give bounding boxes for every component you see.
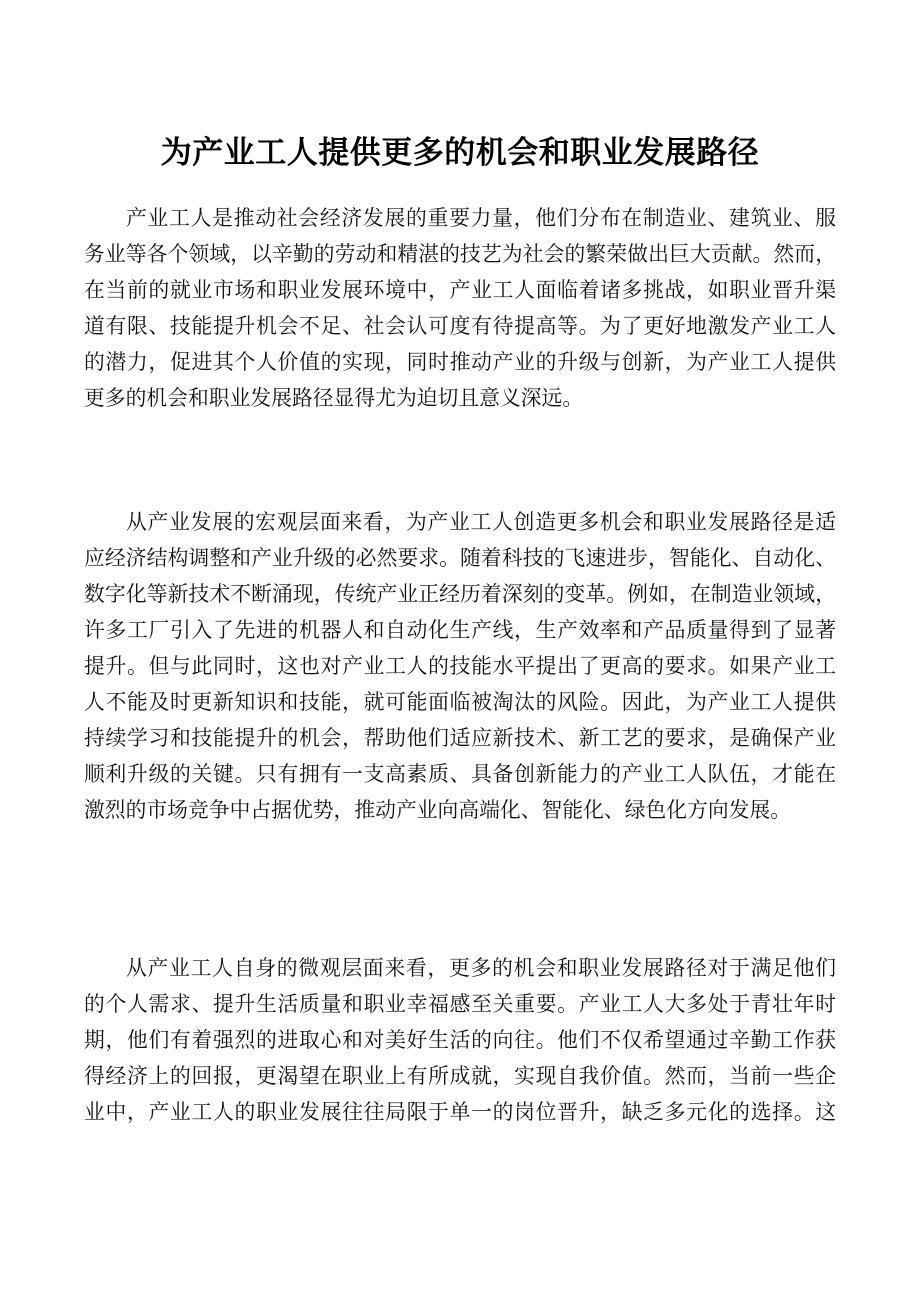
paragraph-line: 期，他们有着强烈的进取心和对美好生活的向往。他们不仅希望通过辛勤工作获 — [84, 1028, 836, 1052]
paragraph-line: 应经济结构调整和产业升级的必然要求。随着科技的飞速进步，智能化、自动化、 — [84, 546, 836, 570]
paragraph-line: 得经济上的回报，更渴望在职业上有所成就，实现自我价值。然而，当前一些企 — [84, 1064, 836, 1088]
paragraph-1 — [84, 200, 836, 416]
paragraph-line: 在当前的就业市场和职业发展环境中，产业工人面临着诸多挑战，如职业晋升渠 — [84, 278, 836, 302]
paragraph-line: 持续学习和技能提升的机会，帮助他们适应新技术、新工艺的要求，是确保产业 — [84, 726, 836, 750]
paragraph-line: 的个人需求、提升生活质量和职业幸福感至关重要。产业工人大多处于青壮年时 — [84, 992, 836, 1016]
paragraph-line: 更多的机会和职业发展路径显得尤为迫切且意义深远。 — [84, 386, 584, 410]
paragraph-line: 提升。但与此同时，这也对产业工人的技能水平提出了更高的要求。如果产业工 — [84, 654, 836, 678]
paragraph-line: 人不能及时更新知识和技能，就可能面临被淘汰的风险。因此，为产业工人提供 — [84, 690, 836, 714]
paragraph-line: 道有限、技能提升机会不足、社会认可度有待提高等。为了更好地激发产业工人 — [84, 314, 836, 338]
paragraph-line: 顺利升级的关键。只有拥有一支高素质、具备创新能力的产业工人队伍，才能在 — [84, 762, 836, 786]
paragraph-line: 产业工人是推动社会经济发展的重要力量，他们分布在制造业、建筑业、服 — [126, 206, 836, 230]
paragraph-line: 的潜力，促进其个人价值的实现，同时推动产业的升级与创新，为产业工人提供 — [84, 350, 836, 374]
paragraph-2 — [84, 504, 836, 828]
paragraph-line: 数字化等新技术不断涌现，传统产业正经历着深刻的变革。例如，在制造业领域， — [84, 582, 836, 606]
paragraph-line: 务业等各个领域，以辛勤的劳动和精湛的技艺为社会的繁荣做出巨大贡献。然而， — [84, 242, 836, 266]
paragraph-line: 业中，产业工人的职业发展往往局限于单一的岗位晋升，缺乏多元化的选择。这 — [84, 1100, 836, 1124]
document-title: 为产业工人提供更多的机会和职业发展路径 — [160, 135, 760, 171]
paragraph-line: 许多工厂引入了先进的机器人和自动化生产线，生产效率和产品质量得到了显著 — [84, 618, 836, 642]
paragraph-line: 从产业工人自身的微观层面来看，更多的机会和职业发展路径对于满足他们 — [126, 956, 836, 980]
paragraph-line: 从产业发展的宏观层面来看，为产业工人创造更多机会和职业发展路径是适 — [126, 510, 836, 534]
paragraph-line: 激烈的市场竞争中占据优势，推动产业向高端化、智能化、绿色化方向发展。 — [84, 798, 792, 822]
paragraph-3 — [84, 950, 836, 1130]
